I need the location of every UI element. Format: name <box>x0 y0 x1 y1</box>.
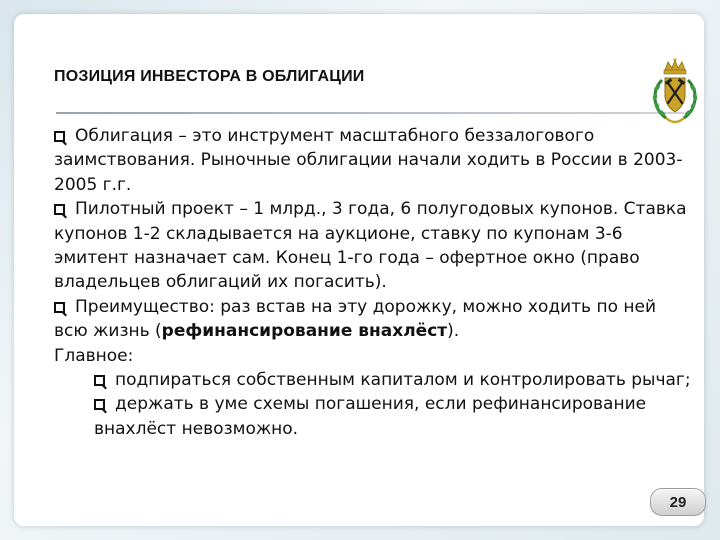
sub-bullet-2 <box>94 392 694 441</box>
checkbox-bullet-icon <box>54 131 65 142</box>
checkbox-bullet-icon <box>94 399 105 410</box>
bullet-paragraph-2 <box>54 197 694 295</box>
sub-bullet-text: подпираться собственным капиталом и контролировать рычаг; <box>115 370 691 391</box>
paragraph-text: Облигация – это инструмент масштабного беззалогового заимствования. Рыночные облигации начали ходить в России в 2003-2005 г.г. <box>54 126 683 195</box>
mining-emblem-icon <box>646 56 704 132</box>
bullet-paragraph-1 <box>54 124 694 197</box>
paragraph-text: ). <box>447 321 460 342</box>
paragraph-text: Пилотный проект – 1 млрд., 3 года, 6 полугодовых купонов. Ставка купонов 1-2 складывается на аукционе, ставку по купонам 3-6 эмитент назначает сам. Конец 1-го года – офертное окно (право владельцев облигаций их погасить). <box>54 199 687 293</box>
emphasis-text: рефинансирование внахлёст <box>161 321 448 342</box>
checkbox-bullet-icon <box>54 302 65 313</box>
slide-body <box>54 124 694 441</box>
main-label: Главное: <box>54 345 134 366</box>
slide-title: ПОЗИЦИЯ ИНВЕСТОРА В ОБЛИГАЦИИ <box>54 68 365 85</box>
sub-bullet-text: держать в уме схемы погашения, если рефинансирование внахлёст невозможно. <box>94 394 647 439</box>
bullet-paragraph-3 <box>54 295 694 344</box>
paragraph-text: Преимущество: раз встав на эту дорожку, можно ходить по ней всю жизнь ( <box>54 296 657 342</box>
sub-bullet-1 <box>94 368 694 392</box>
checkbox-bullet-icon <box>54 204 65 215</box>
checkbox-bullet-icon <box>94 375 105 386</box>
page-number-badge: 29 <box>650 488 706 516</box>
title-divider <box>56 112 684 114</box>
